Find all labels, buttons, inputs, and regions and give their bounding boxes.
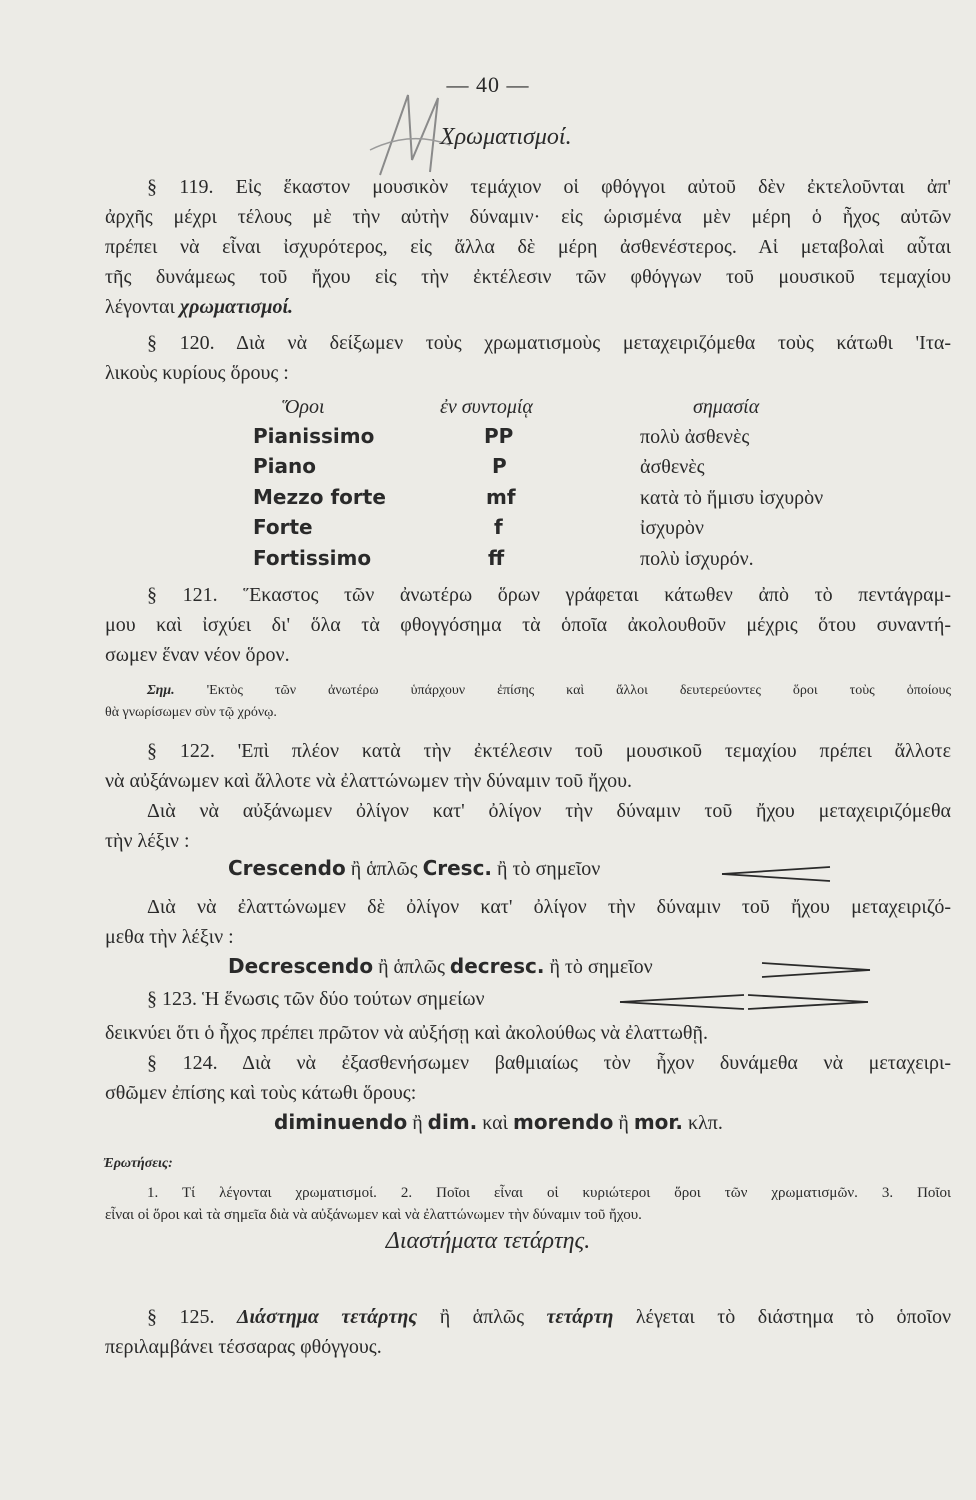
p122-line-1: § 122. 'Επὶ πλέον κατὰ τὴν ἐκτέλεσιν τοῦ μουσικοῦ τεμαχίου πρέπει ἄλλοτε [147, 740, 951, 762]
abbr-cell: mf [486, 485, 516, 509]
p125-line-2: περιλαμβάνει τέσσαρας φθόγγους. [105, 1336, 382, 1358]
p121-line-2: μου καὶ ἰσχύει δι' ὅλα τὰ φθογγόσημα τὰ ὁποῖα ἀκολουθοῦν μέχρις ὅτου συναντή- [105, 614, 951, 636]
section-heading-2: Διαστήματα τετάρτης. [385, 1228, 591, 1254]
p125-term-2: τετάρτη [546, 1306, 614, 1328]
paragraph-125 [105, 1302, 951, 1362]
questions-line-1: 1. Τί λέγονται χρωματισμοί. 2. Ποῖοι εἶναι οἱ κυριώτεροι ὅροι τῶν χρωματισμῶν. 3. Ποῖοι [147, 1185, 951, 1201]
morendo-word: morendo [513, 1110, 614, 1134]
klp: κλπ. [683, 1112, 723, 1134]
p125-term-1: Διάστημα τετάρτης [236, 1306, 418, 1328]
paragraph-120 [105, 328, 951, 388]
decrescendo-abbr: decresc. [449, 954, 545, 978]
p119-term: χρωματισμοί. [179, 296, 294, 318]
term-cell: Pianissimo [253, 424, 375, 448]
paragraph-119 [105, 172, 951, 322]
p125-mid: ἢ ἁπλῶς [417, 1306, 547, 1328]
decrescendo-word: Decrescendo [228, 954, 374, 978]
p119-line-1: § 119. Εἰς ἕκαστον μουσικὸν τεμάχιον οἱ φθόγγοι αὐτοῦ δὲν ἐκτελοῦνται ἀπ' [147, 176, 951, 198]
crescendo-abbr: Cresc. [422, 856, 493, 880]
mor-mid: ἢ [613, 1112, 634, 1134]
p125-line-1 [105, 1302, 951, 1332]
abbr-cell: PP [484, 424, 514, 448]
note-line-1 [105, 680, 951, 702]
term-cell: Mezzo forte [253, 485, 386, 509]
decrescendo-example [228, 954, 653, 979]
paragraph-122 [105, 736, 951, 856]
crescendo-word: Crescendo [228, 856, 346, 880]
p120-line-1: § 120. Διὰ νὰ δείξωμεν τοὺς χρωματισμοὺς μεταχειριζόμεθα τοὺς κάτωθι 'Ιτα- [147, 332, 951, 354]
col-header-abbr: ἐν συντομίᾳ [440, 396, 533, 418]
questions-label: Ἐρωτήσεις: [103, 1156, 173, 1171]
p124-line-2: σθῶμεν ἐπίσης καὶ τοὺς κάτωθι ὅρους: [105, 1082, 417, 1104]
paragraph-122-cont [105, 892, 951, 952]
term-cell: Forte [253, 515, 313, 539]
meaning-cell: ἰσχυρὸν [640, 517, 704, 539]
p125-end: λέγεται τὸ διάστημα τὸ ὁποῖον [613, 1306, 952, 1328]
p121-line-1: § 121. Ἕκαστος τῶν ἀνωτέρω ὅρων γράφεται κάτωθεν ἀπὸ τὸ πεντάγραμ- [147, 584, 951, 606]
col-header-meaning: σημασία [693, 396, 760, 418]
crescendo-end: ἢ τὸ σημεῖον [492, 858, 601, 880]
p119-line-5 [105, 292, 951, 322]
dim-abbr: dim. [427, 1110, 478, 1134]
paragraph-123 [105, 1018, 951, 1048]
paragraph-121 [105, 580, 951, 670]
note-line-1-text: 'Εκτὸς τῶν ἀνωτέρω ὑπάρχουν ἐπίσης καὶ ἄλλοι δευτερεύοντες ὅροι τοὺς ὁποίους [206, 683, 952, 698]
decrescendo-end: ἢ τὸ σημεῖον [544, 956, 653, 978]
term-cell: Piano [253, 454, 316, 478]
crescendo-decrescendo-icon [618, 992, 870, 1012]
abbr-cell: f [494, 515, 503, 539]
p122-line-3: Διὰ νὰ αὐξάνωμεν ὀλίγον κατ' ὀλίγον τὴν δύναμιν τοῦ ἤχου μεταχειριζόμεθα [147, 800, 951, 822]
p121-line-3: σωμεν ἕναν νέον ὅρον. [105, 644, 290, 666]
p122-line-6: μεθα τὴν λέξιν : [105, 926, 234, 948]
meaning-cell: πολὺ ἰσχυρόν. [640, 548, 754, 570]
p122-line-2: νὰ αὐξάνωμεν καὶ ἄλλοτε νὰ ἐλαττώνωμεν τὴν δύναμιν τοῦ ἤχου. [105, 770, 632, 792]
p122-line-5: Διὰ νὰ ἐλαττώνωμεν δὲ ὀλίγον κατ' ὀλίγον τὴν δύναμιν τοῦ ἤχου μεταχειριζό- [147, 896, 951, 918]
mor-abbr: mor. [633, 1110, 684, 1134]
p119-line-3: πρέπει νὰ εἶναι ἰσχυρότερος, εἰς ἄλλα δὲ μέρη ἀσθενέστερος. Αἱ μεταβολαὶ αὗται [105, 236, 951, 258]
questions-line-2: εἶναι οἱ ὅροι καὶ τὰ σημεῖα διὰ νὰ αὐξάνωμεν καὶ νὰ ἐλαττώνωμεν τὴν δύναμιν τοῦ ἤχου. [105, 1207, 642, 1223]
crescendo-example [228, 856, 600, 881]
page-number: — 40 — [446, 72, 530, 97]
meaning-cell: πολὺ ἀσθενὲς [640, 426, 750, 448]
term-cell: Fortissimo [253, 546, 372, 570]
section-heading: Χρωματισμοί. [440, 124, 572, 150]
crescendo-hairpin-icon [720, 864, 832, 884]
p119-line-2: ἀρχῆς μέχρι τέλους μὲ τὴν αὐτὴν δύναμιν· εἰς ὡρισμένα μὲν μέρη ὁ ἦχος αὐτῶν [105, 206, 951, 228]
dim-mid: ἢ [407, 1112, 428, 1134]
p124-line-1: § 124. Διὰ νὰ ἐξασθενήσωμεν βαθμιαίως τὸν ἦχον δυνάμεθα νὰ μεταχειρι- [147, 1052, 951, 1074]
p123-line-2: δεικνύει ὅτι ὁ ἦχος πρέπει πρῶτον νὰ αὐξήσῃ καὶ ἀκολούθως νὰ ἐλαττωθῇ. [105, 1022, 708, 1044]
diminuendo-word: diminuendo [274, 1110, 408, 1134]
p119-line-5-text: λέγονται [105, 296, 180, 318]
questions [105, 1182, 951, 1226]
crescendo-mid: ἢ ἁπλῶς [345, 858, 423, 880]
kai-word: καὶ [477, 1112, 514, 1134]
note [105, 680, 951, 724]
col-header-terms: Ὅροι [282, 396, 325, 418]
meaning-cell: ἀσθενὲς [640, 456, 705, 478]
dim-morendo-line [274, 1110, 723, 1135]
meaning-cell: κατὰ τὸ ἥμισυ ἰσχυρὸν [640, 487, 824, 509]
decrescendo-hairpin-icon [760, 960, 872, 980]
decrescendo-mid: ἢ ἁπλῶς [373, 956, 450, 978]
abbr-cell: P [492, 454, 507, 478]
p119-line-4: τῆς δυνάμεως τοῦ ἤχου εἰς τὴν ἐκτέλεσιν τῶν φθόγγων τοῦ μουσικοῦ τεμαχίου [105, 266, 951, 288]
p120-line-2: λικοὺς κυρίους ὅρους : [105, 362, 289, 384]
p122-line-4: τὴν λέξιν : [105, 830, 190, 852]
abbr-cell: ff [488, 546, 505, 570]
paragraph-124 [105, 1048, 951, 1108]
p123-line-1: § 123. Ἡ ἕνωσις τῶν δύο τούτων σημείων [147, 988, 485, 1010]
note-line-2: θὰ γνωρίσωμεν σὺν τῷ χρόνῳ. [105, 705, 277, 720]
p125-num: § 125. [147, 1306, 237, 1328]
note-label: Σημ. [147, 683, 175, 698]
